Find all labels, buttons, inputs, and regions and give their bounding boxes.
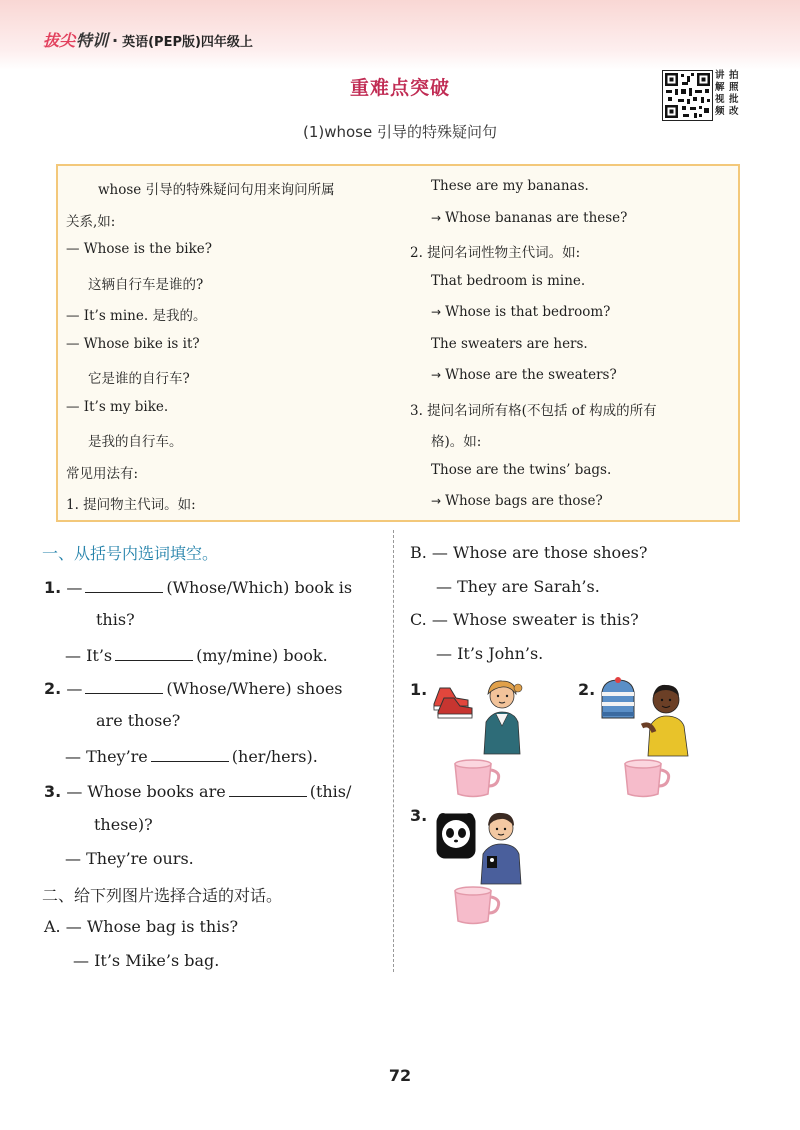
q1-line3: — It’s (my/mine) book. <box>65 646 328 665</box>
note-left-line: — It’s my bike. <box>66 399 169 415</box>
note-right-line: 2. 提问名词性物主代词。如: <box>410 245 581 261</box>
qr-label-char: 视 <box>715 94 725 105</box>
sweater-icon <box>602 677 634 718</box>
qr-label-char: 讲 <box>715 70 725 81</box>
note-right-line: → Whose bananas are these? <box>431 210 628 226</box>
q1-blank-1[interactable] <box>85 576 163 593</box>
note-left-line: 是我的自行车。 <box>88 434 183 450</box>
picture-2-sweater-boy <box>598 676 698 758</box>
q1-line2: this? <box>96 610 135 629</box>
note-right-line: → Whose are the sweaters? <box>431 367 617 383</box>
book-info: 英语(PEP版)四年级上 <box>122 35 253 50</box>
section1-heading: 一、从括号内选词填空。 <box>42 544 219 563</box>
q1-blank-2[interactable] <box>115 644 193 661</box>
note-left-line: — Whose is the bike? <box>66 241 213 257</box>
picture-3-number: 3. <box>410 806 428 825</box>
q1-line1: 1. — (Whose/Which) book is <box>44 578 353 597</box>
picture-1-shoes-girl <box>430 676 530 756</box>
q1-number: 1. <box>44 578 62 597</box>
note-right-line: Those are the twins’ bags. <box>431 462 612 478</box>
picture-3-bag-boy <box>433 806 525 886</box>
qr-label-char: 频 <box>715 106 725 117</box>
column-divider <box>393 530 394 972</box>
q2-blank-1[interactable] <box>85 677 163 694</box>
note-right-line: 格)。如: <box>431 434 482 450</box>
note-left-line: 它是谁的自行车? <box>88 371 190 387</box>
arrow-icon: → <box>431 494 442 508</box>
picture-2-number: 2. <box>578 680 596 699</box>
note-left-line: — Whose bike is it? <box>66 336 200 352</box>
brand-part1: 拔尖 <box>43 31 76 50</box>
note-right-line: These are my bananas. <box>431 178 589 194</box>
shoes-icon <box>434 688 472 718</box>
note-left-line: 关系,如: <box>66 214 116 230</box>
arrow-icon: → <box>431 305 442 319</box>
option-a-line1: A. — Whose bag is this? <box>44 917 239 936</box>
arrow-icon: → <box>431 368 442 382</box>
q2-number: 2. <box>44 679 62 698</box>
option-c-line1: C. — Whose sweater is this? <box>410 610 639 629</box>
note-left-line: 1. 提问物主代词。如: <box>66 497 196 513</box>
cup-icon[interactable] <box>452 758 504 800</box>
qr-label-char: 拍 <box>729 70 739 81</box>
q2-blank-2[interactable] <box>151 745 229 762</box>
q2-line3: — They’re (her/hers). <box>65 747 318 766</box>
page-subtitle: (1)whose 引导的特殊疑问句 <box>302 123 497 141</box>
qr-label-char: 照 <box>729 82 739 93</box>
note-left-line: 这辆自行车是谁的? <box>88 277 204 293</box>
cup-icon[interactable] <box>622 758 674 800</box>
qr-label-char: 批 <box>729 94 739 105</box>
note-right-line: → Whose is that bedroom? <box>431 304 611 320</box>
note-right-line: 3. 提问名词所有格(不包括 of 构成的所有 <box>410 403 657 419</box>
option-a-line2: — It’s Mike’s bag. <box>73 951 220 970</box>
brand-separator: · <box>112 31 119 50</box>
note-right-line: That bedroom is mine. <box>431 273 586 289</box>
q3-number: 3. <box>44 782 62 801</box>
note-left-line: whose 引导的特殊疑问句用来询问所属 <box>98 182 335 198</box>
q3-line1: 3. — Whose books are (this/ <box>44 782 352 801</box>
boy-icon <box>642 685 688 756</box>
q3-line3: — They’re ours. <box>65 849 194 868</box>
q3-line2: these)? <box>94 815 153 834</box>
brand-part2: 特训 <box>76 31 109 50</box>
q3-blank-1[interactable] <box>229 780 307 797</box>
qr-label-char: 解 <box>715 82 725 93</box>
arrow-icon: → <box>431 211 442 225</box>
girl-icon <box>484 681 522 754</box>
brand-header <box>43 28 253 51</box>
cup-icon[interactable] <box>452 885 504 927</box>
note-left-line: — It’s mine. 是我的。 <box>66 308 207 324</box>
qr-code-icon[interactable] <box>662 70 713 121</box>
option-b-line1: B. — Whose are those shoes? <box>410 543 648 562</box>
section2-heading: 二、给下列图片选择合适的对话。 <box>42 886 283 905</box>
page-title: 重难点突破 <box>349 77 450 99</box>
panda-bag-icon <box>437 813 475 858</box>
note-right-line: → Whose bags are those? <box>431 493 603 509</box>
qr-label-char: 改 <box>729 106 739 117</box>
boy-icon <box>481 813 521 884</box>
note-left-line: 常见用法有: <box>66 466 139 482</box>
q2-line1: 2. — (Whose/Where) shoes <box>44 679 343 698</box>
page-number: 72 <box>388 1066 412 1085</box>
note-right-line: The sweaters are hers. <box>431 336 588 352</box>
option-c-line2: — It’s John’s. <box>436 644 544 663</box>
q2-line2: are those? <box>96 711 181 730</box>
option-b-line2: — They are Sarah’s. <box>436 577 600 596</box>
picture-1-number: 1. <box>410 680 428 699</box>
